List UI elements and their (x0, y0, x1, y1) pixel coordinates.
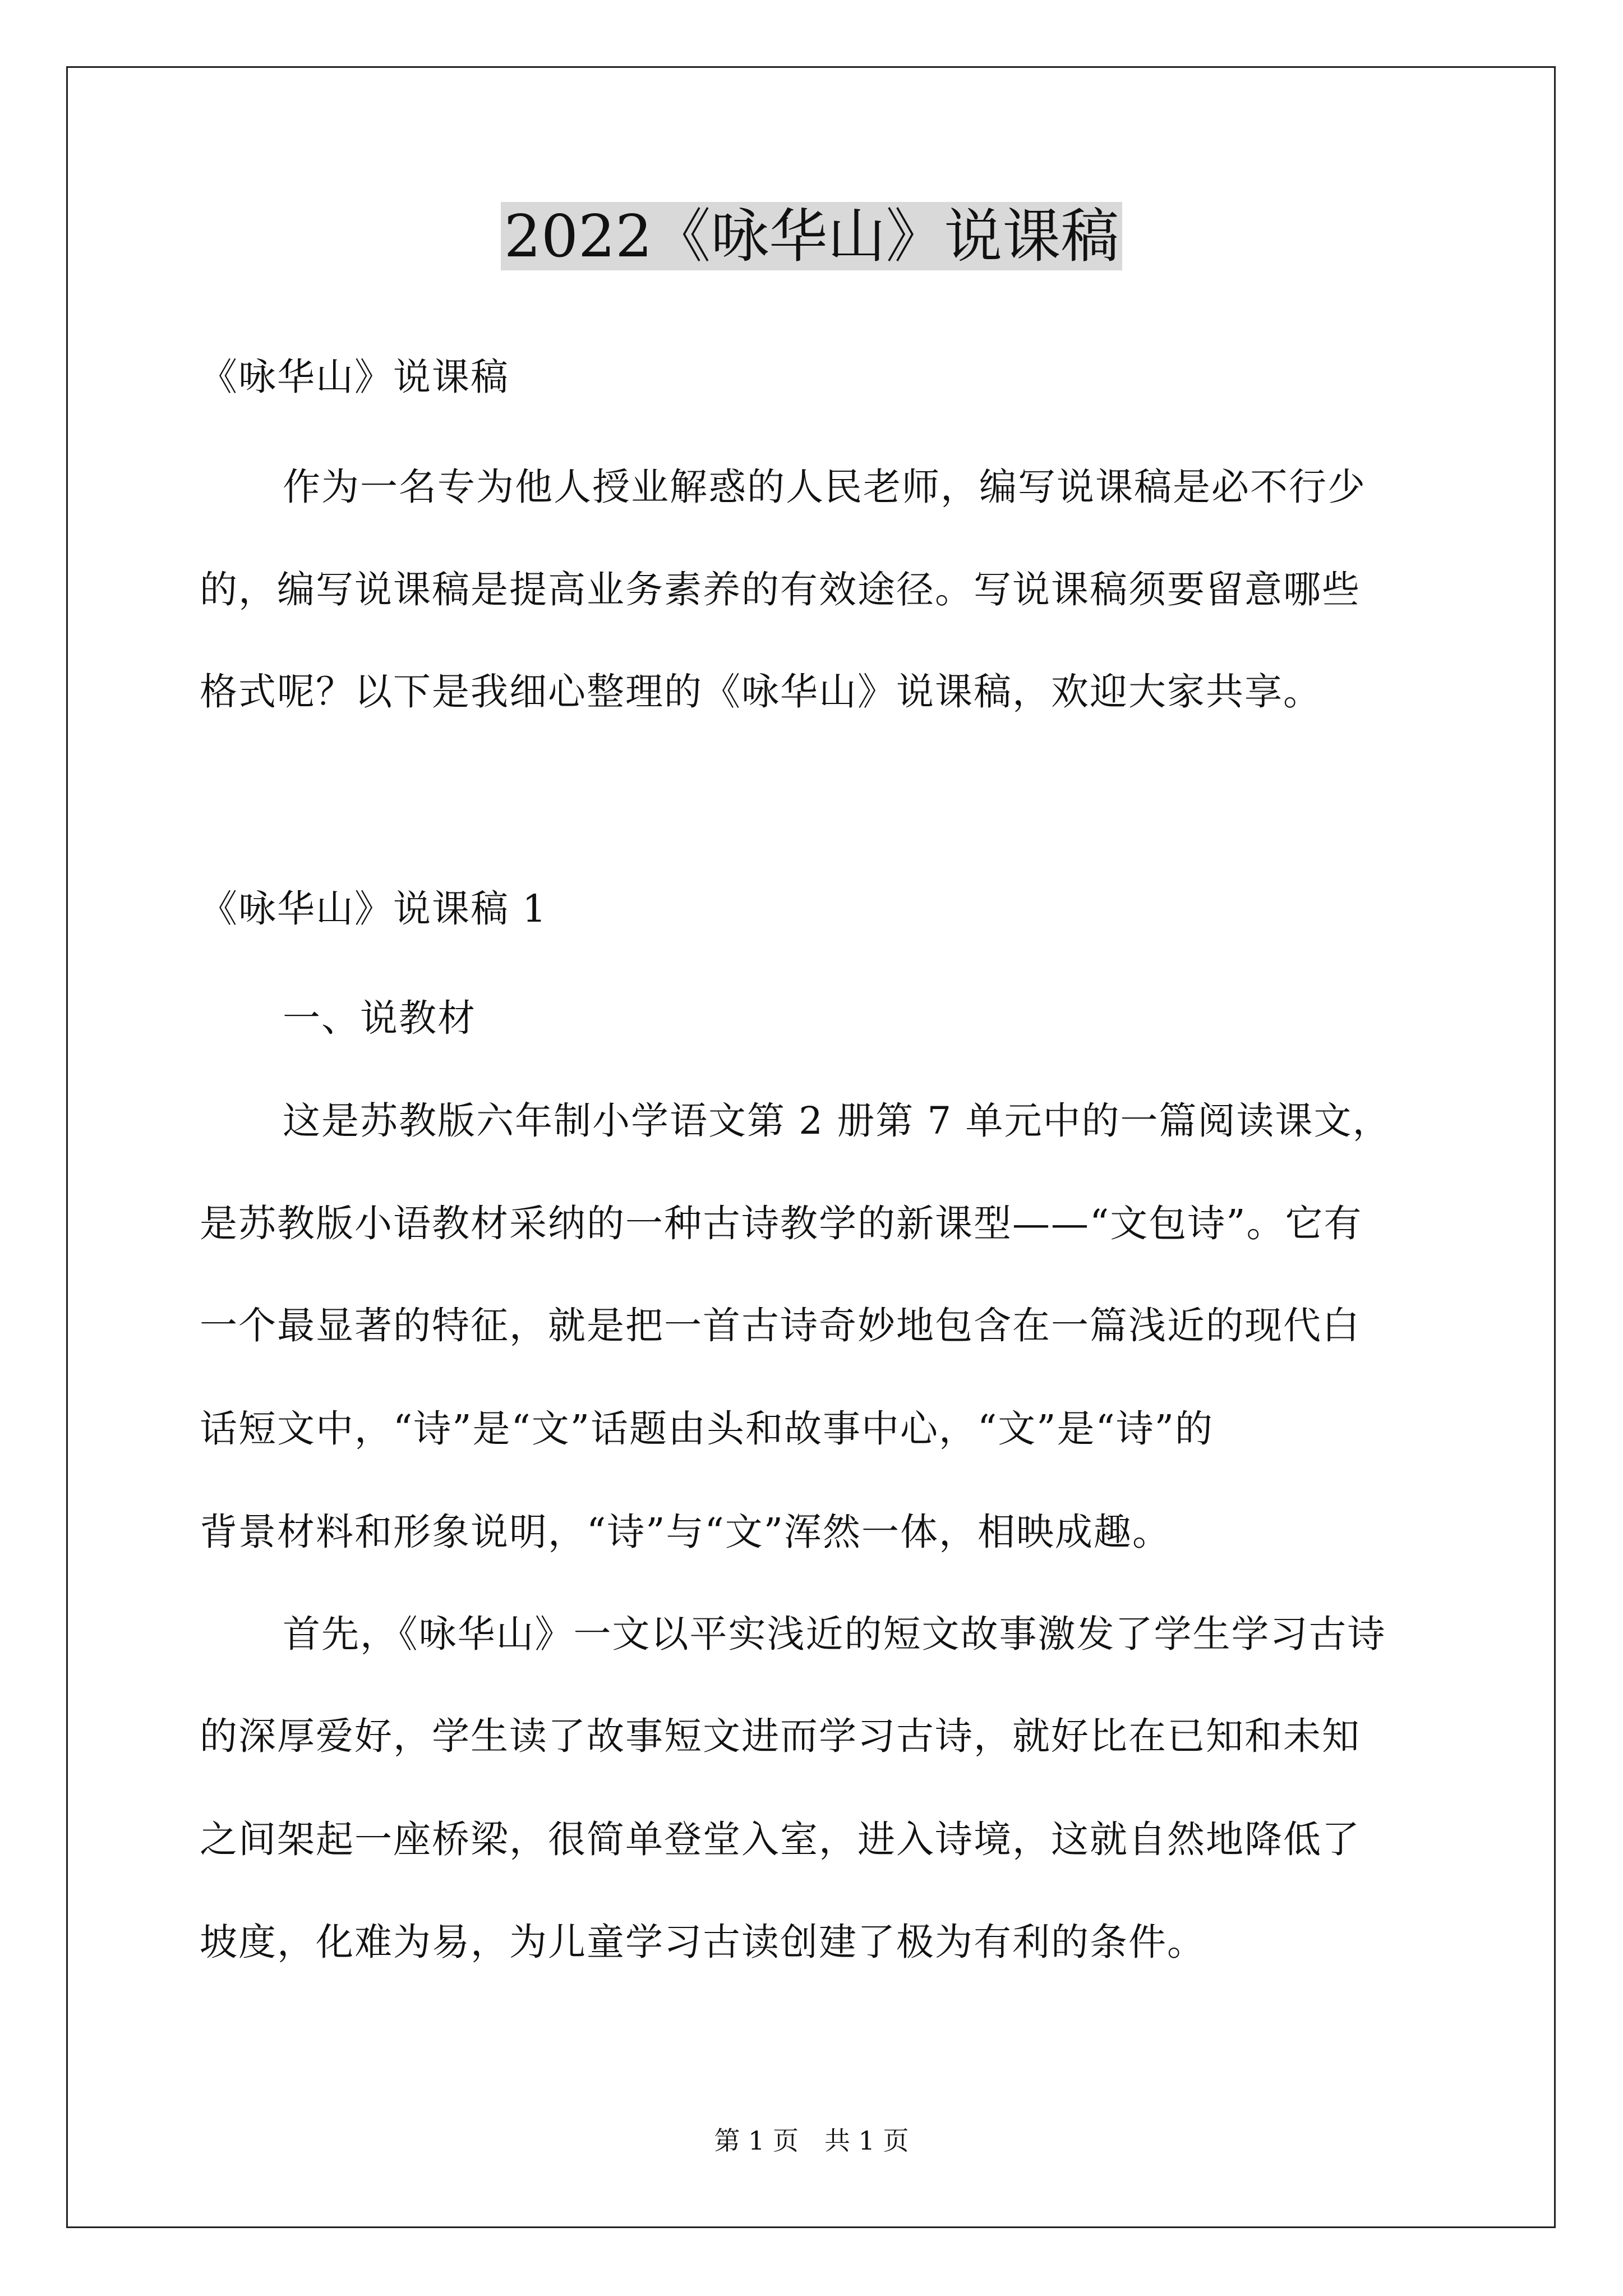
para2-line-4: 坡度，化难为易，为儿童学习古读创建了极为有利的条件。 (200, 1920, 1206, 1964)
para2-line-3: 之间架起一座桥梁，很简单登堂入室，进入诗境，这就自然地降低了 (200, 1818, 1361, 1861)
para2-line-2: 的深厚爱好，学生读了故事短文进而学习古诗，就好比在已知和未知 (200, 1714, 1361, 1758)
para2-line-1: 首先，《咏华山》一文以平实浅近的短文故事激发了学生学习古诗 (283, 1612, 1386, 1656)
intro-line-1: 作为一名专为他人授业解惑的人民老师，编写说课稿是必不行少 (283, 465, 1366, 509)
para1-line-2: 是苏教版小语教材采纳的一种古诗教学的新课型——“文包诗”。它有 (200, 1202, 1363, 1245)
intro-line-2: 的，编写说课稿是提高业务素养的有效途径。写说课稿须要留意哪些 (200, 568, 1361, 611)
intro-line-3: 格式呢？以下是我细心整理的《咏华山》说课稿，欢迎大家共享。 (200, 670, 1322, 714)
section-heading: 《咏华山》说课稿 1 (200, 887, 547, 931)
document-title-text: 2022《咏华山》说课稿 (501, 202, 1123, 270)
para1-line-3: 一个最显著的特征，就是把一首古诗奇妙地包含在一篇浅近的现代白 (200, 1304, 1361, 1347)
para1-line-1: 这是苏教版六年制小学语文第 2 册第 7 单元中的一篇阅读课文， (283, 1099, 1391, 1143)
page-footer: 第 1 页 共 1 页 (714, 2125, 909, 2156)
para1-line-4: 话短文中，“诗”是“文”话题由头和故事中心，“文”是“诗”的 (200, 1407, 1214, 1451)
subsection-heading: 一、说教材 (283, 996, 476, 1040)
para1-line-5: 背景材料和形象说明，“诗”与“文”浑然一体，相映成趣。 (200, 1510, 1172, 1554)
subtitle: 《咏华山》说课稿 (200, 355, 509, 399)
document-title (0, 200, 1623, 273)
